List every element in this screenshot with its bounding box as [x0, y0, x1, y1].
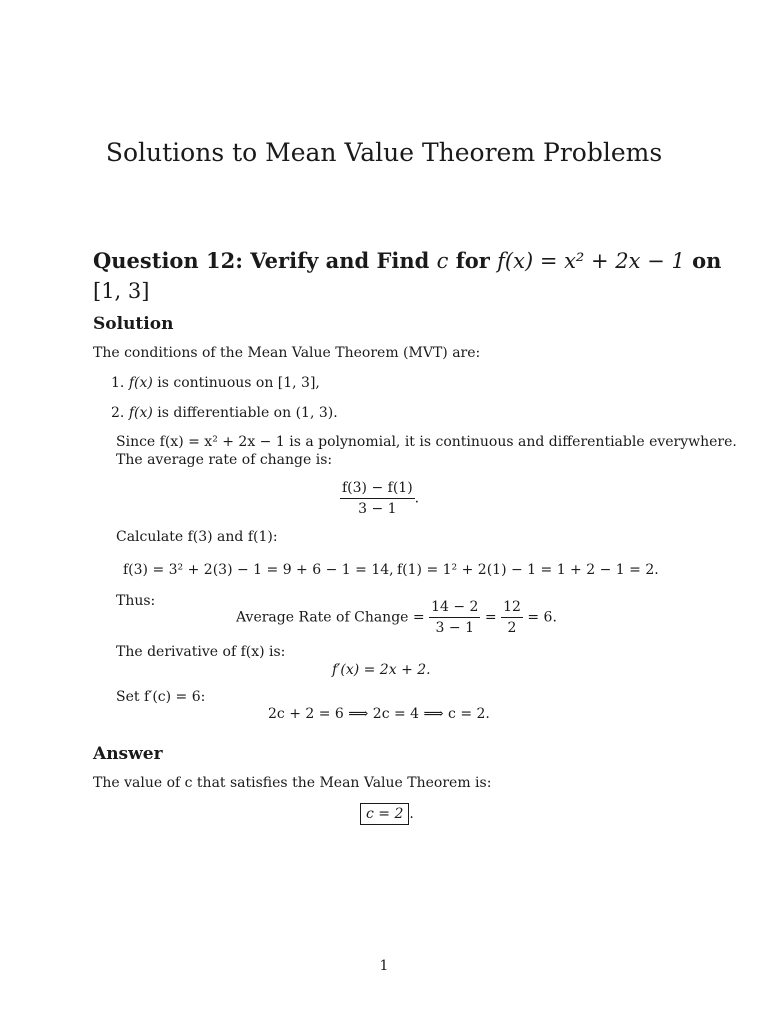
condition-function: f(x) [128, 375, 153, 391]
answer-box: c = 2 [360, 803, 409, 825]
arc-equals: = [484, 609, 497, 626]
question-interval: [1, 3] [93, 279, 150, 303]
fraction-denominator: 2 [507, 620, 517, 636]
average-rate-fraction [340, 480, 419, 517]
fraction-denominator: 3 − 1 [358, 501, 397, 517]
thus-label: Thus: [116, 593, 156, 609]
solution-heading: Solution [93, 314, 174, 334]
calc-f3: f(3) = 3² + 2(3) − 1 = 9 + 6 − 1 = 14, [123, 562, 394, 578]
condition-text: is continuous on [1, 3], [157, 375, 320, 391]
question-var-c: c [436, 249, 449, 273]
page-number: 1 [379, 958, 389, 974]
condition-item [111, 405, 338, 421]
mvt-intro: The conditions of the Mean Value Theorem (MVT) are: [93, 345, 481, 361]
calc-f1: f(1) = 1² + 2(1) − 1 = 1 + 2 − 1 = 2. [397, 562, 659, 578]
question-label: Question 12: Verify and Find [93, 248, 430, 273]
fraction-numerator: f(3) − f(1) [340, 480, 415, 499]
answer-heading: Answer [93, 744, 163, 764]
average-rate-equation [236, 599, 557, 636]
fraction [340, 480, 415, 517]
fraction-tail: . [414, 490, 420, 507]
condition-number: 1. [111, 375, 125, 391]
page-title: Solutions to Mean Value Theorem Problems [105, 138, 663, 167]
solve-equation: 2c + 2 = 6 ⟹ 2c = 4 ⟹ c = 2. [268, 706, 490, 722]
question-function: f(x) = x² + 2x − 1 [497, 249, 685, 273]
fraction [429, 599, 480, 636]
set-line: Set f′(c) = 6: [116, 689, 206, 705]
condition-item [111, 375, 320, 391]
average-rate-line: The average rate of change is: [116, 452, 333, 468]
question-for: for [455, 248, 490, 273]
fraction [501, 599, 523, 636]
condition-function: f(x) [128, 405, 153, 421]
calculate-line: Calculate f(3) and f(1): [116, 529, 278, 545]
question-on: on [692, 248, 722, 273]
answer-result [360, 806, 414, 822]
arc-result: = 6. [527, 609, 557, 626]
answer-line: The value of c that satisfies the Mean Value Theorem is: [93, 775, 492, 791]
derivative-equation: f′(x) = 2x + 2. [332, 662, 431, 678]
fraction-numerator: 12 [501, 599, 523, 618]
since-line: Since f(x) = x² + 2x − 1 is a polynomial, it is continuous and differentiable everywhere. [116, 434, 737, 450]
condition-number: 2. [111, 405, 125, 421]
fraction-denominator: 3 − 1 [435, 620, 474, 636]
answer-tail: . [409, 806, 414, 822]
arc-label: Average Rate of Change = [236, 609, 425, 626]
question-heading [93, 246, 721, 276]
fraction-numerator: 14 − 2 [429, 599, 480, 618]
derivative-line: The derivative of f(x) is: [116, 644, 286, 660]
condition-text: is differentiable on (1, 3). [157, 405, 338, 421]
